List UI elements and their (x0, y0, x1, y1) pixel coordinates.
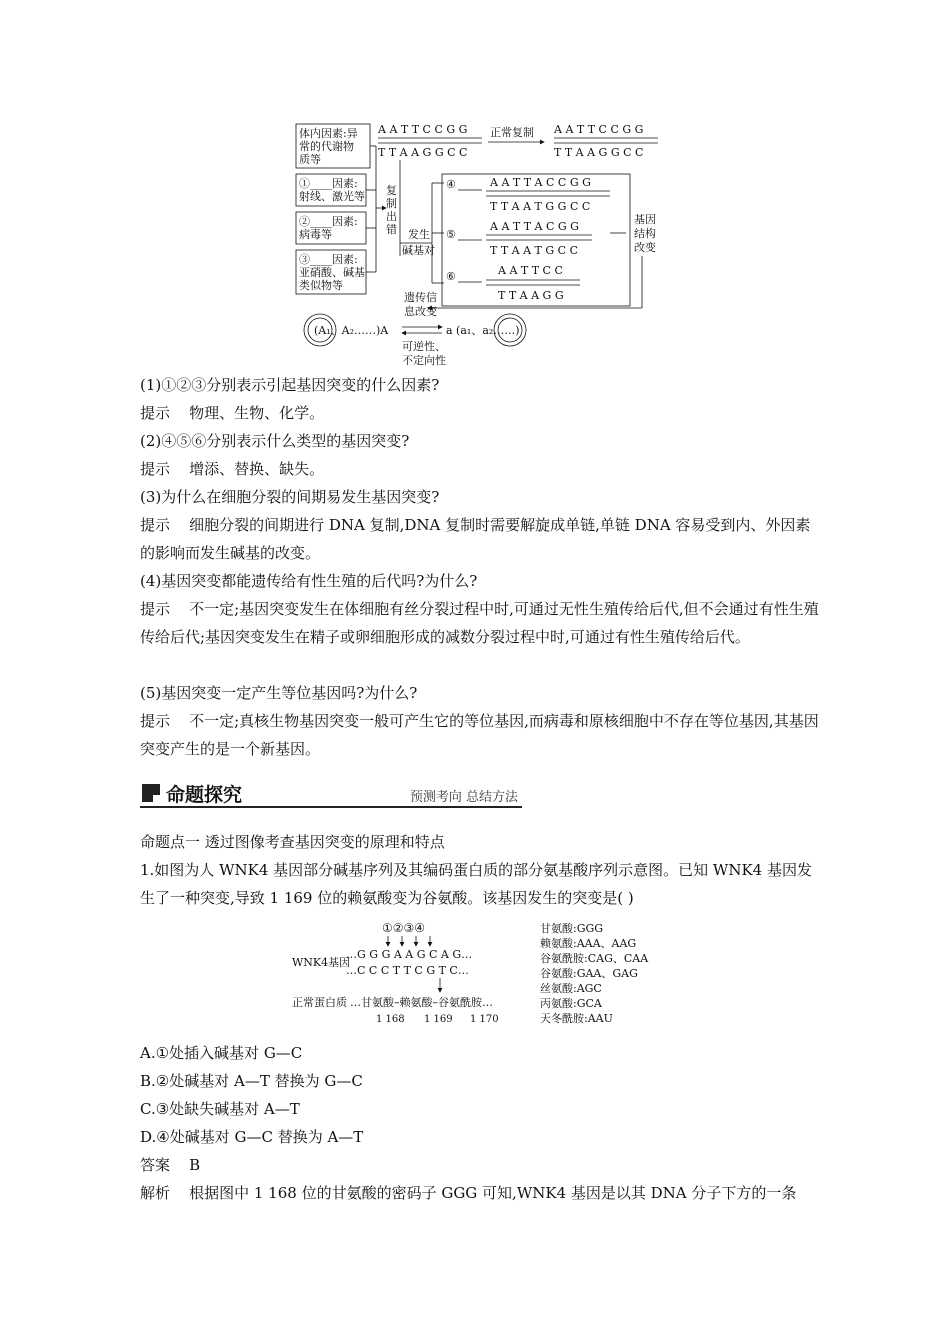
protein-sequence: …甘氨酸–赖氨酸–谷氨酰胺… (350, 996, 493, 1009)
dna6-bottom: T T A A G G (498, 289, 564, 302)
info-change-1: 遗传信 (404, 291, 437, 304)
hint-text: 不一定;真核生物基因突变一般可产生它的等位基因,而病毒和原核细胞中不存在等位基因,其基因突变产生的是一个新基因。 (140, 712, 819, 758)
banner-subtitle: 预测考向 总结方法 (409, 790, 518, 805)
dna-copy-bottom: T T A A G G C C (554, 146, 644, 159)
hint-text: 物理、生物、化学。 (189, 404, 325, 422)
protein-label: 正常蛋白质 (292, 996, 347, 1009)
question-2: (2)④⑤⑥分别表示什么类型的基因突变? (140, 432, 410, 450)
phys-line-2: 射线、激光等 (299, 190, 365, 203)
sequence-top: …G G G A A G C A G… (346, 948, 473, 961)
hint-5 (140, 707, 820, 763)
reversible-1: 可逆性、 (402, 340, 446, 353)
question-3: (3)为什么在细胞分裂的间期易发生基因突变? (140, 488, 440, 506)
copy-error-3: 出 (386, 210, 397, 223)
sequence-bottom: …C C C T T C G T C… (346, 964, 469, 977)
codon-ser: 丝氨酸:AGC (540, 982, 602, 995)
bio-line-2: 病毒等 (299, 228, 332, 241)
codon-lys: 赖氨酸:AAA、AAG (540, 937, 637, 950)
question-4: (4)基因突变都能遗传给有性生殖的后代吗?为什么? (140, 572, 478, 590)
allele-left: (A₁、A₂……)A (314, 324, 389, 337)
hint-label: 提示 (140, 460, 171, 478)
dna5-top: A A T T A C G G (490, 220, 579, 233)
chem-line-1: ③____因素: (299, 253, 358, 266)
position-1169: 1 169 (424, 1014, 453, 1025)
marker-4: ④ (446, 178, 456, 191)
wnk4-sequence-figure (290, 918, 670, 1036)
codon-glu: 谷氨酸:GAA、GAG (540, 967, 638, 980)
option-c: C.③处缺失碱基对 A—T (140, 1100, 300, 1118)
hint-text: 不一定;基因突变发生在体细胞有丝分裂过程中时,可通过无性生殖传给后代,但不会通过有性生殖传给后代;基因突变发生在精子或卵细胞形成的减数分裂过程中时,可通过有性生殖传给后代。 (140, 600, 819, 646)
position-markers: ①②③④ (382, 921, 426, 935)
hint-label: 提示 (140, 404, 171, 422)
answer-label: 答案 (140, 1156, 171, 1174)
answer-value: B (189, 1156, 201, 1174)
hint-label: 提示 (140, 516, 171, 534)
hint-text: 细胞分裂的间期进行 DNA 复制,DNA 复制时需要解旋成单链,单链 DNA 容易受到内、外因素的影响而发生碱基的改变。 (140, 516, 811, 562)
position-1170: 1 170 (470, 1014, 499, 1025)
topic-heading: 命题点一 透过图像考查基因突变的原理和特点 (140, 833, 445, 851)
copy-error-1: 复 (386, 184, 397, 197)
gene-mutation-diagram (292, 118, 672, 370)
phys-line-1: ①____因素: (299, 177, 358, 190)
option-a: A.①处插入碱基对 G—C (140, 1044, 303, 1062)
dna6-top: A A T T C C (498, 264, 563, 277)
structure-change-2: 结构 (634, 227, 656, 240)
endo-line-3: 质等 (299, 153, 321, 166)
occur-label: 发生 (408, 228, 430, 241)
dna4-bottom: T T A A T G G C C (490, 200, 591, 213)
copy-error-2: 制 (386, 197, 397, 210)
endo-line-1: 体内因素:异 (299, 127, 358, 140)
bio-line-1: ②____因素: (299, 215, 358, 228)
marker-5: ⑤ (446, 228, 456, 241)
hint-1 (140, 403, 324, 423)
codon-gln: 谷氨酰胺:CAG、CAA (540, 952, 649, 965)
section-square-icon (142, 784, 160, 802)
chem-line-2: 亚硝酸、碱基 (299, 266, 365, 279)
gene-label: WNK4基因 (292, 956, 351, 969)
dna-original-bottom: T T A A G G C C (378, 146, 468, 159)
analysis-text: 根据图中 1 168 位的甘氨酸的密码子 GGG 可知,WNK4 基因是以其 DNA 分子下方的一条 (189, 1184, 797, 1202)
dna5-bottom: T T A A T G C C (490, 244, 578, 257)
dna-original-top: A A T T C C G G (378, 123, 468, 136)
option-b: B.②处碱基对 A—T 替换为 G—C (140, 1072, 363, 1090)
codon-asn: 天冬酰胺:AAU (540, 1012, 613, 1025)
copy-error-4: 错 (386, 223, 397, 236)
normal-copy-label: 正常复制 (490, 126, 534, 139)
chem-line-3: 类似物等 (299, 279, 343, 292)
structure-change-1: 基因 (634, 213, 656, 226)
allele-right: a (a₁、a₂……) (446, 324, 520, 337)
hint-label: 提示 (140, 600, 171, 618)
answer-line (140, 1155, 200, 1175)
option-d: D.④处碱基对 G—C 替换为 A—T (140, 1128, 364, 1146)
dna-copy-top: A A T T C C G G (554, 123, 644, 136)
hint-text: 增添、替换、缺失。 (189, 460, 325, 478)
question-stem: 1.如图为人 WNK4 基因部分碱基序列及其编码蛋白质的部分氨基酸序列示意图。已知 WNK4 基因发生了一种突变,导致 1 169 位的赖氨酸变为谷氨酸。该基因发生的突变是( ) (140, 861, 812, 907)
analysis-line (140, 1183, 796, 1203)
banner-title: 命题探究 (166, 784, 243, 806)
hint-2 (140, 459, 324, 479)
analysis-label: 解析 (140, 1184, 171, 1202)
endo-line-2: 常的代谢物 (299, 140, 354, 153)
reversible-2: 不定向性 (402, 354, 446, 367)
question-5: (5)基因突变一定产生等位基因吗?为什么? (140, 684, 418, 702)
question-1: (1)①②③分别表示引起基因突变的什么因素? (140, 376, 440, 394)
info-change-2: 息改变 (404, 305, 437, 318)
hint-4 (140, 595, 820, 651)
hint-3 (140, 511, 820, 567)
position-1168: 1 168 (376, 1014, 405, 1025)
base-pair-label: 碱基对 (402, 244, 435, 257)
banner-underline (140, 806, 522, 808)
codon-gly: 甘氨酸:GGG (540, 922, 604, 935)
marker-6: ⑥ (446, 270, 456, 283)
section-banner (140, 780, 522, 810)
dna4-top: A A T T A C C G G (490, 176, 591, 189)
codon-ala: 丙氨酸:GCA (540, 997, 602, 1010)
structure-change-3: 改变 (634, 241, 656, 254)
hint-label: 提示 (140, 712, 171, 730)
